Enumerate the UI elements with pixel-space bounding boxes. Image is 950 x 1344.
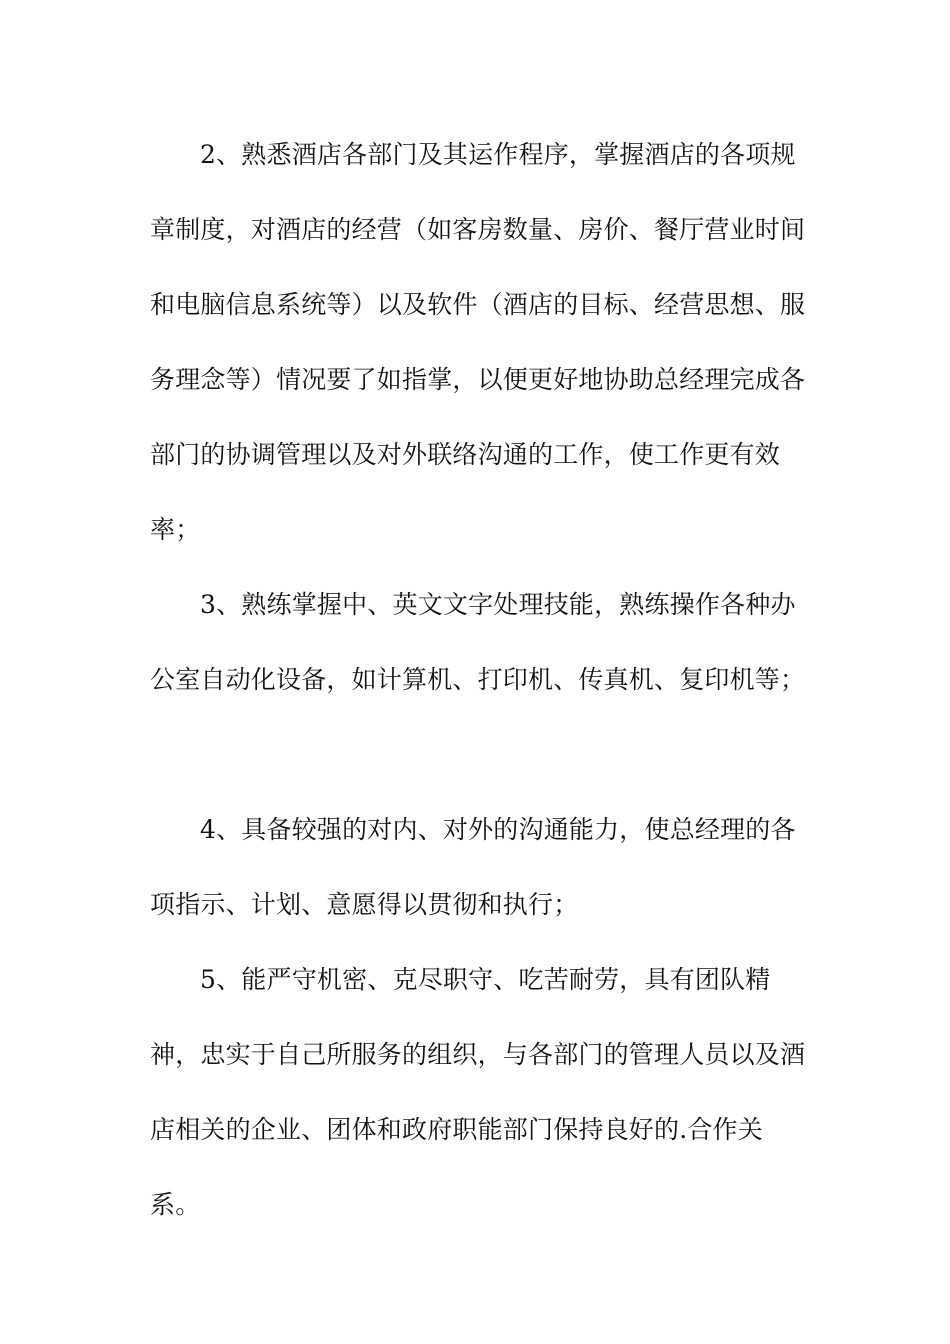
paragraph-item-5: 5、能严守机密、克尽职守、吃苦耐劳，具有团队精神，忠实于自己所服务的组织，与各部门的管理人员以及酒店相关的企业、团体和政府职能部门保持良好的.合作关系。 <box>150 965 806 1219</box>
paragraph-item-2: 2、熟悉酒店各部门及其运作程序，掌握酒店的各项规章制度，对酒店的经营（如客房数量、房价、餐厅营业时间和电脑信息系统等）以及软件（酒店的目标、经营思想、服务理念等）情况要了如指掌，以便更好地协助总经理完成各部门的协调管理以及对外联络沟通的工作，使工作更有效率； <box>150 140 806 544</box>
paragraph-item-4: 4、具备较强的对内、对外的沟通能力，使总经理的各项指示、计划、意愿得以贯彻和执行； <box>150 815 796 919</box>
paragraph-item-3: 3、熟练掌握中、英文文字处理技能，熟练操作各种办公室自动化设备，如计算机、打印机、传真机、复印机等； <box>150 590 806 694</box>
